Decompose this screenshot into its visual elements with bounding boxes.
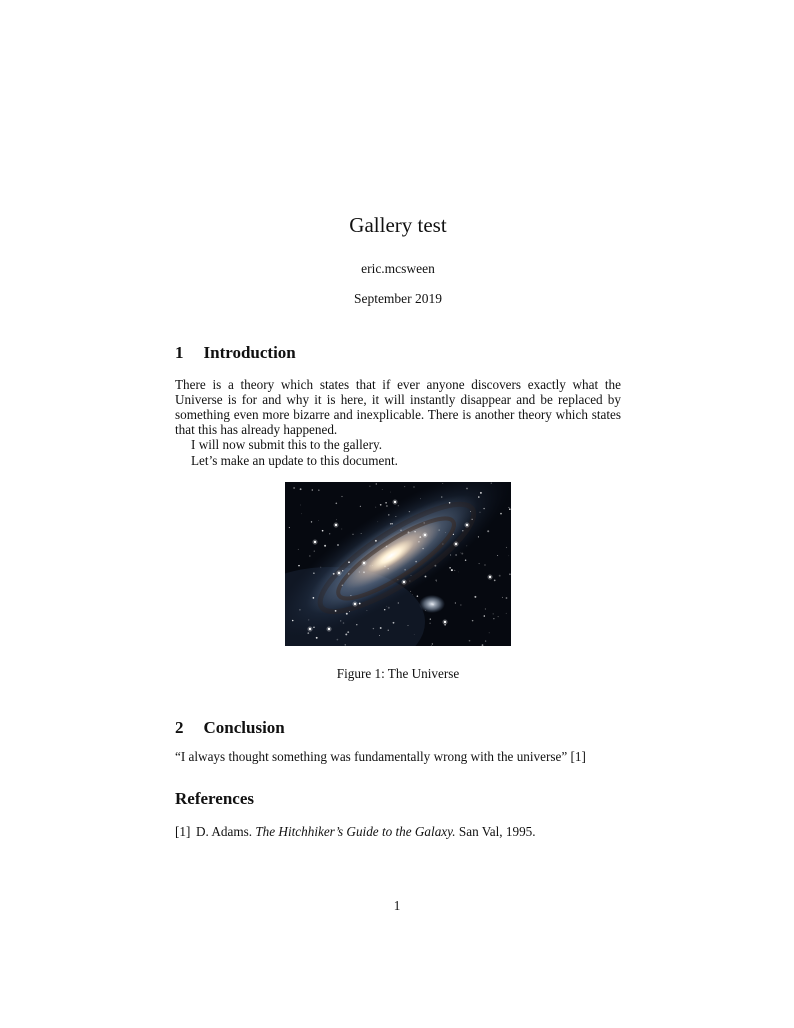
galaxy-figure-image (285, 482, 511, 646)
section-heading-introduction (175, 343, 621, 363)
intro-line-3: Let’s make an update to this document. (191, 452, 398, 468)
section-title: Introduction (203, 343, 296, 363)
section-heading-conclusion (175, 718, 621, 738)
title-block (175, 213, 621, 307)
reference-authors: D. Adams. (196, 823, 253, 839)
section-number: 1 (175, 343, 184, 363)
intro-paragraph: There is a theory which states that if ever anyone discovers exactly what the Universe is for and why it is here, it will instantly disappear and be replaced by something even more bizarre and inexplicable. There is another theory which states that this has already happened. (175, 376, 621, 438)
figure-caption: Figure 1: The Universe (336, 665, 460, 681)
document-author: eric.mcsween (361, 261, 435, 277)
document-date: September 2019 (353, 291, 443, 307)
reference-entry-1 (175, 824, 621, 839)
section-number: 2 (175, 717, 184, 737)
document-title: Gallery test (349, 213, 447, 237)
reference-text (196, 824, 536, 839)
intro-line-2: I will now submit this to the gallery. (191, 437, 383, 453)
document-content (175, 0, 621, 839)
page-number: 1 (393, 898, 401, 913)
section-title: Conclusion (203, 717, 285, 737)
reference-book-title: The Hitchhiker’s Guide to the Galaxy. (255, 823, 456, 839)
reference-label: [1] (175, 823, 191, 839)
conclusion-quote: “I always thought something was fundamentally wrong with the universe” [1] (175, 749, 586, 765)
reference-publisher: San Val, 1995. (458, 823, 536, 839)
references-heading: References (175, 789, 254, 809)
figure-block (175, 482, 621, 682)
